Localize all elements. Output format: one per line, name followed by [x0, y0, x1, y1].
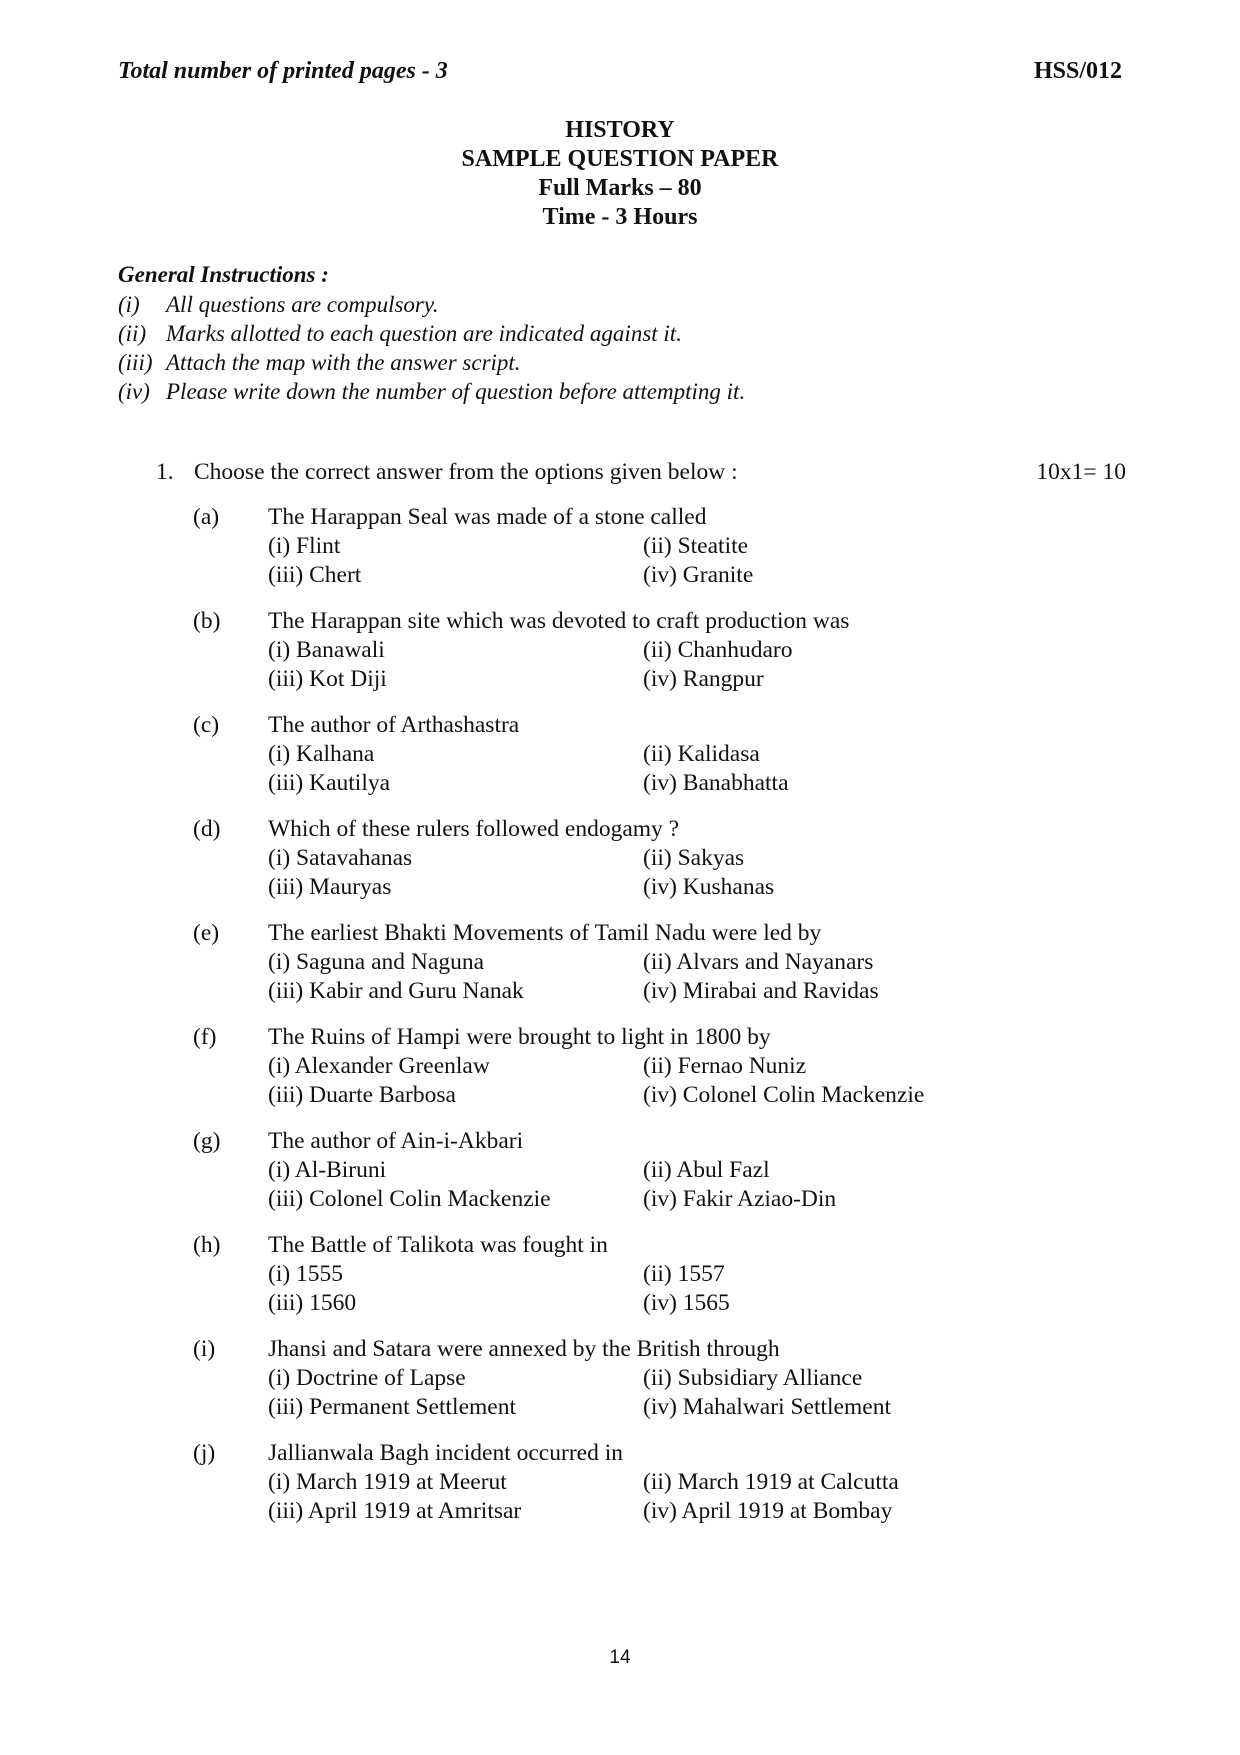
answer-option: (i) March 1919 at Meerut: [268, 1469, 507, 1495]
option-row: [268, 1081, 1048, 1110]
sub-question-body: [268, 1335, 1048, 1422]
answer-option: (i) Banawali: [268, 637, 385, 663]
sub-question-body: [268, 1127, 1048, 1214]
option-row: [268, 1260, 1048, 1289]
sub-question-text: Jallianwala Bagh incident occurred in: [268, 1440, 623, 1466]
option-row: [268, 561, 1048, 590]
answer-option: (iv) Fakir Aziao-Din: [643, 1186, 837, 1212]
instruction-number: (iii): [118, 350, 153, 375]
answer-option: (ii) Chanhudaro: [643, 637, 793, 663]
paper-title: SAMPLE QUESTION PAPER: [461, 146, 779, 172]
answer-option: (iii) Colonel Colin Mackenzie: [268, 1186, 551, 1212]
option-row: [268, 665, 1048, 694]
answer-option: (ii) Abul Fazl: [643, 1157, 770, 1183]
answer-option: (iv) 1565: [643, 1290, 730, 1316]
option-row: [268, 1364, 1048, 1393]
sub-question-letter: (j): [193, 1440, 216, 1466]
answer-option: (iv) Rangpur: [643, 666, 764, 692]
option-row: [268, 1156, 1048, 1185]
option-row: [268, 977, 1048, 1006]
answer-option: (ii) Sakyas: [643, 845, 745, 871]
instruction-number: (iv): [118, 379, 150, 404]
sub-question-text: The earliest Bhakti Movements of Tamil Nadu were led by: [268, 920, 822, 946]
sub-question-body: [268, 919, 1048, 1006]
answer-option: (iii) Kot Diji: [268, 666, 387, 692]
question-number: 1.: [156, 459, 174, 485]
answer-option: (iii) Duarte Barbosa: [268, 1082, 456, 1108]
answer-option: (ii) Steatite: [643, 533, 749, 559]
sub-question-letter: (g): [193, 1128, 221, 1154]
answer-option: (ii) Kalidasa: [643, 741, 760, 767]
paper-heading: [0, 116, 1240, 232]
paper-code: HSS/012: [1033, 58, 1122, 84]
answer-option: (iv) Banabhatta: [643, 770, 789, 796]
option-row: [268, 873, 1048, 902]
instruction-text: Please write down the number of question before attempting it.: [166, 379, 746, 404]
answer-option: (iv) Mahalwari Settlement: [643, 1394, 891, 1420]
option-row: [268, 636, 1048, 665]
question-marks: 10x1= 10: [1036, 459, 1126, 485]
option-row: [268, 1393, 1048, 1422]
sub-question-letter: (d): [193, 816, 221, 842]
answer-option: (i) Flint: [268, 533, 341, 559]
instruction-item: [118, 377, 745, 406]
question-1: [156, 458, 1126, 487]
sub-question-body: [268, 815, 1048, 902]
instruction-item: [118, 348, 745, 377]
full-marks: Full Marks – 80: [538, 175, 702, 201]
sub-question-letter: (c): [193, 712, 220, 738]
sub-question-body: [268, 1439, 1048, 1526]
instruction-text: All questions are compulsory.: [166, 292, 439, 317]
answer-option: (ii) March 1919 at Calcutta: [643, 1469, 899, 1495]
instruction-text: Marks allotted to each question are indicated against it.: [166, 321, 682, 346]
sub-question-letter: (i): [193, 1336, 216, 1362]
answer-option: (i) Kalhana: [268, 741, 375, 767]
answer-option: (iv) Colonel Colin Mackenzie: [643, 1082, 925, 1108]
instructions-title: General Instructions :: [118, 262, 329, 287]
sub-question-text: The Battle of Talikota was fought in: [268, 1232, 608, 1258]
answer-option: (iii) Permanent Settlement: [268, 1394, 516, 1420]
question-text: Choose the correct answer from the options given below :: [194, 459, 738, 485]
answer-option: (ii) Fernao Nuniz: [643, 1053, 807, 1079]
general-instructions: [118, 260, 745, 406]
sub-question-body: [268, 503, 1048, 590]
sub-question-text: Jhansi and Satara were annexed by the British through: [268, 1336, 780, 1362]
instruction-item: [118, 290, 745, 319]
sub-question-text: The Harappan Seal was made of a stone called: [268, 504, 707, 530]
option-row: [268, 1052, 1048, 1081]
instruction-number: (ii): [118, 321, 147, 346]
time-allowed: Time - 3 Hours: [542, 204, 698, 230]
answer-option: (i) Doctrine of Lapse: [268, 1365, 466, 1391]
sub-question-body: [268, 711, 1048, 798]
sub-question-text: The Harappan site which was devoted to craft production was: [268, 608, 850, 634]
option-row: [268, 532, 1048, 561]
option-row: [268, 740, 1048, 769]
sub-question-text: The author of Arthashastra: [268, 712, 520, 738]
sub-question-body: [268, 1023, 1048, 1110]
option-row: [268, 1468, 1048, 1497]
sub-question-letter: (f): [193, 1024, 217, 1050]
answer-option: (ii) Alvars and Nayanars: [643, 949, 874, 975]
answer-option: (i) Al-Biruni: [268, 1157, 387, 1183]
option-row: [268, 844, 1048, 873]
answer-option: (iii) Kautilya: [268, 770, 391, 796]
sub-question-body: [268, 1231, 1048, 1318]
option-row: [268, 948, 1048, 977]
answer-option: (iv) Kushanas: [643, 874, 775, 900]
answer-option: (i) Satavahanas: [268, 845, 413, 871]
option-row: [268, 1497, 1048, 1526]
answer-option: (iv) Mirabai and Ravidas: [643, 978, 879, 1004]
page-number: 14: [609, 1647, 631, 1668]
sub-question-body: [268, 607, 1048, 694]
answer-option: (iv) Granite: [643, 562, 754, 588]
sub-question-letter: (e): [193, 920, 220, 946]
option-row: [268, 1289, 1048, 1318]
sub-question-letter: (a): [193, 504, 220, 530]
sub-question-letter: (h): [193, 1232, 221, 1258]
answer-option: (ii) 1557: [643, 1261, 725, 1287]
option-row: [268, 769, 1048, 798]
answer-option: (iii) Mauryas: [268, 874, 392, 900]
pages-note: Total number of printed pages - 3: [118, 58, 448, 84]
option-row: [268, 1185, 1048, 1214]
sub-question-text: Which of these rulers followed endogamy ?: [268, 816, 680, 842]
sub-question-letter: (b): [193, 608, 221, 634]
instruction-text: Attach the map with the answer script.: [166, 350, 521, 375]
answer-option: (iii) Chert: [268, 562, 362, 588]
instruction-item: [118, 319, 745, 348]
answer-option: (iii) April 1919 at Amritsar: [268, 1498, 522, 1524]
answer-option: (iv) April 1919 at Bombay: [643, 1498, 893, 1524]
sub-question-text: The author of Ain-i-Akbari: [268, 1128, 524, 1154]
answer-option: (iii) Kabir and Guru Nanak: [268, 978, 524, 1004]
question-1-header: [156, 458, 1126, 487]
answer-option: (ii) Subsidiary Alliance: [643, 1365, 863, 1391]
answer-option: (i) Saguna and Naguna: [268, 949, 484, 975]
answer-option: (i) Alexander Greenlaw: [268, 1053, 490, 1079]
answer-option: (i) 1555: [268, 1261, 344, 1287]
instruction-number: (i): [118, 292, 140, 317]
sub-question-text: The Ruins of Hampi were brought to light in 1800 by: [268, 1024, 771, 1050]
answer-option: (iii) 1560: [268, 1290, 357, 1316]
subject-title: HISTORY: [565, 117, 675, 143]
